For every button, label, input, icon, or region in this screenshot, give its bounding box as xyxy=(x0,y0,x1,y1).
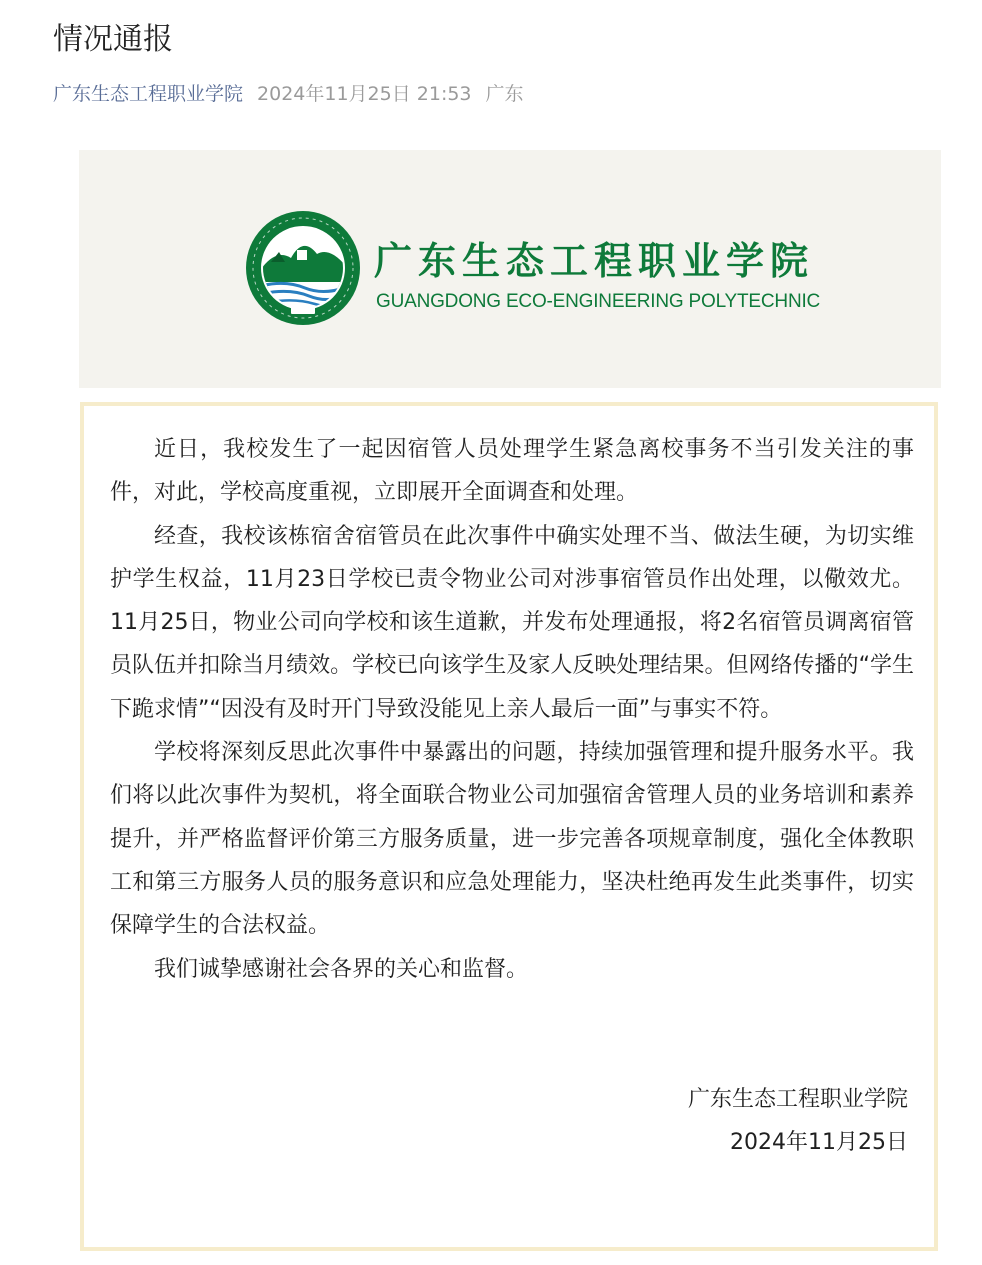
notice-paragraph: 近日，我校发生了一起因宿管人员处理学生紧急离校事务不当引发关注的事件，对此，学校高度重视，立即展开全面调查和处理。 xyxy=(110,437,914,506)
notice-card xyxy=(80,402,938,1251)
notice-paragraph: 学校将深刻反思此次事件中暴露出的问题，持续加强管理和提升服务水平。我们将以此次事件为契机，将全面联合物业公司加强宿舍管理人员的业务培训和素养提升，并严格监督评价第三方服务质量，进一步完善各项规章制度，强化全体教职工和第三方服务人员的服务意识和应急处理能力，坚决杜绝再发生此类事件，切实保障学生的合法权益。 xyxy=(110,740,914,939)
school-emblem-icon xyxy=(245,210,361,326)
school-name-cn: 广东生态工程职业学院 xyxy=(374,238,815,283)
notice-paragraph: 我们诚挚感谢社会各界的关心和监督。 xyxy=(154,956,529,982)
article-meta xyxy=(53,79,524,109)
publish-time: 2024年11月25日 21:53 xyxy=(257,83,472,105)
notice-body xyxy=(110,428,914,991)
article-title: 情况通报 xyxy=(53,22,173,57)
signature-date: 2024年11月25日 xyxy=(730,1130,908,1155)
account-name-link[interactable]: 广东生态工程职业学院 xyxy=(53,83,244,105)
notice-paragraph: 经查，我校该栋宿舍宿管员在此次事件中确实处理不当、做法生硬，为切实维护学生权益，11月23日学校已责令物业公司对涉事宿管员作出处理，以儆效尤。11月25日，物业公司向学校和该生道歉，并发布处理通报，将2名宿管员调离宿管员队伍并扣除当月绩效。学校已向该学生及家人反映处理结果。但网络传播的“学生下跪求情”“因没有及时开门导致没能见上亲人最后一面”与事实不符。 xyxy=(110,523,914,722)
school-name-en: GUANGDONG ECO-ENGINEERING POLYTECHNIC xyxy=(376,291,821,312)
publish-location: 广东 xyxy=(485,83,524,105)
signature-org: 广东生态工程职业学院 xyxy=(687,1087,908,1112)
school-logo-banner xyxy=(79,150,941,388)
